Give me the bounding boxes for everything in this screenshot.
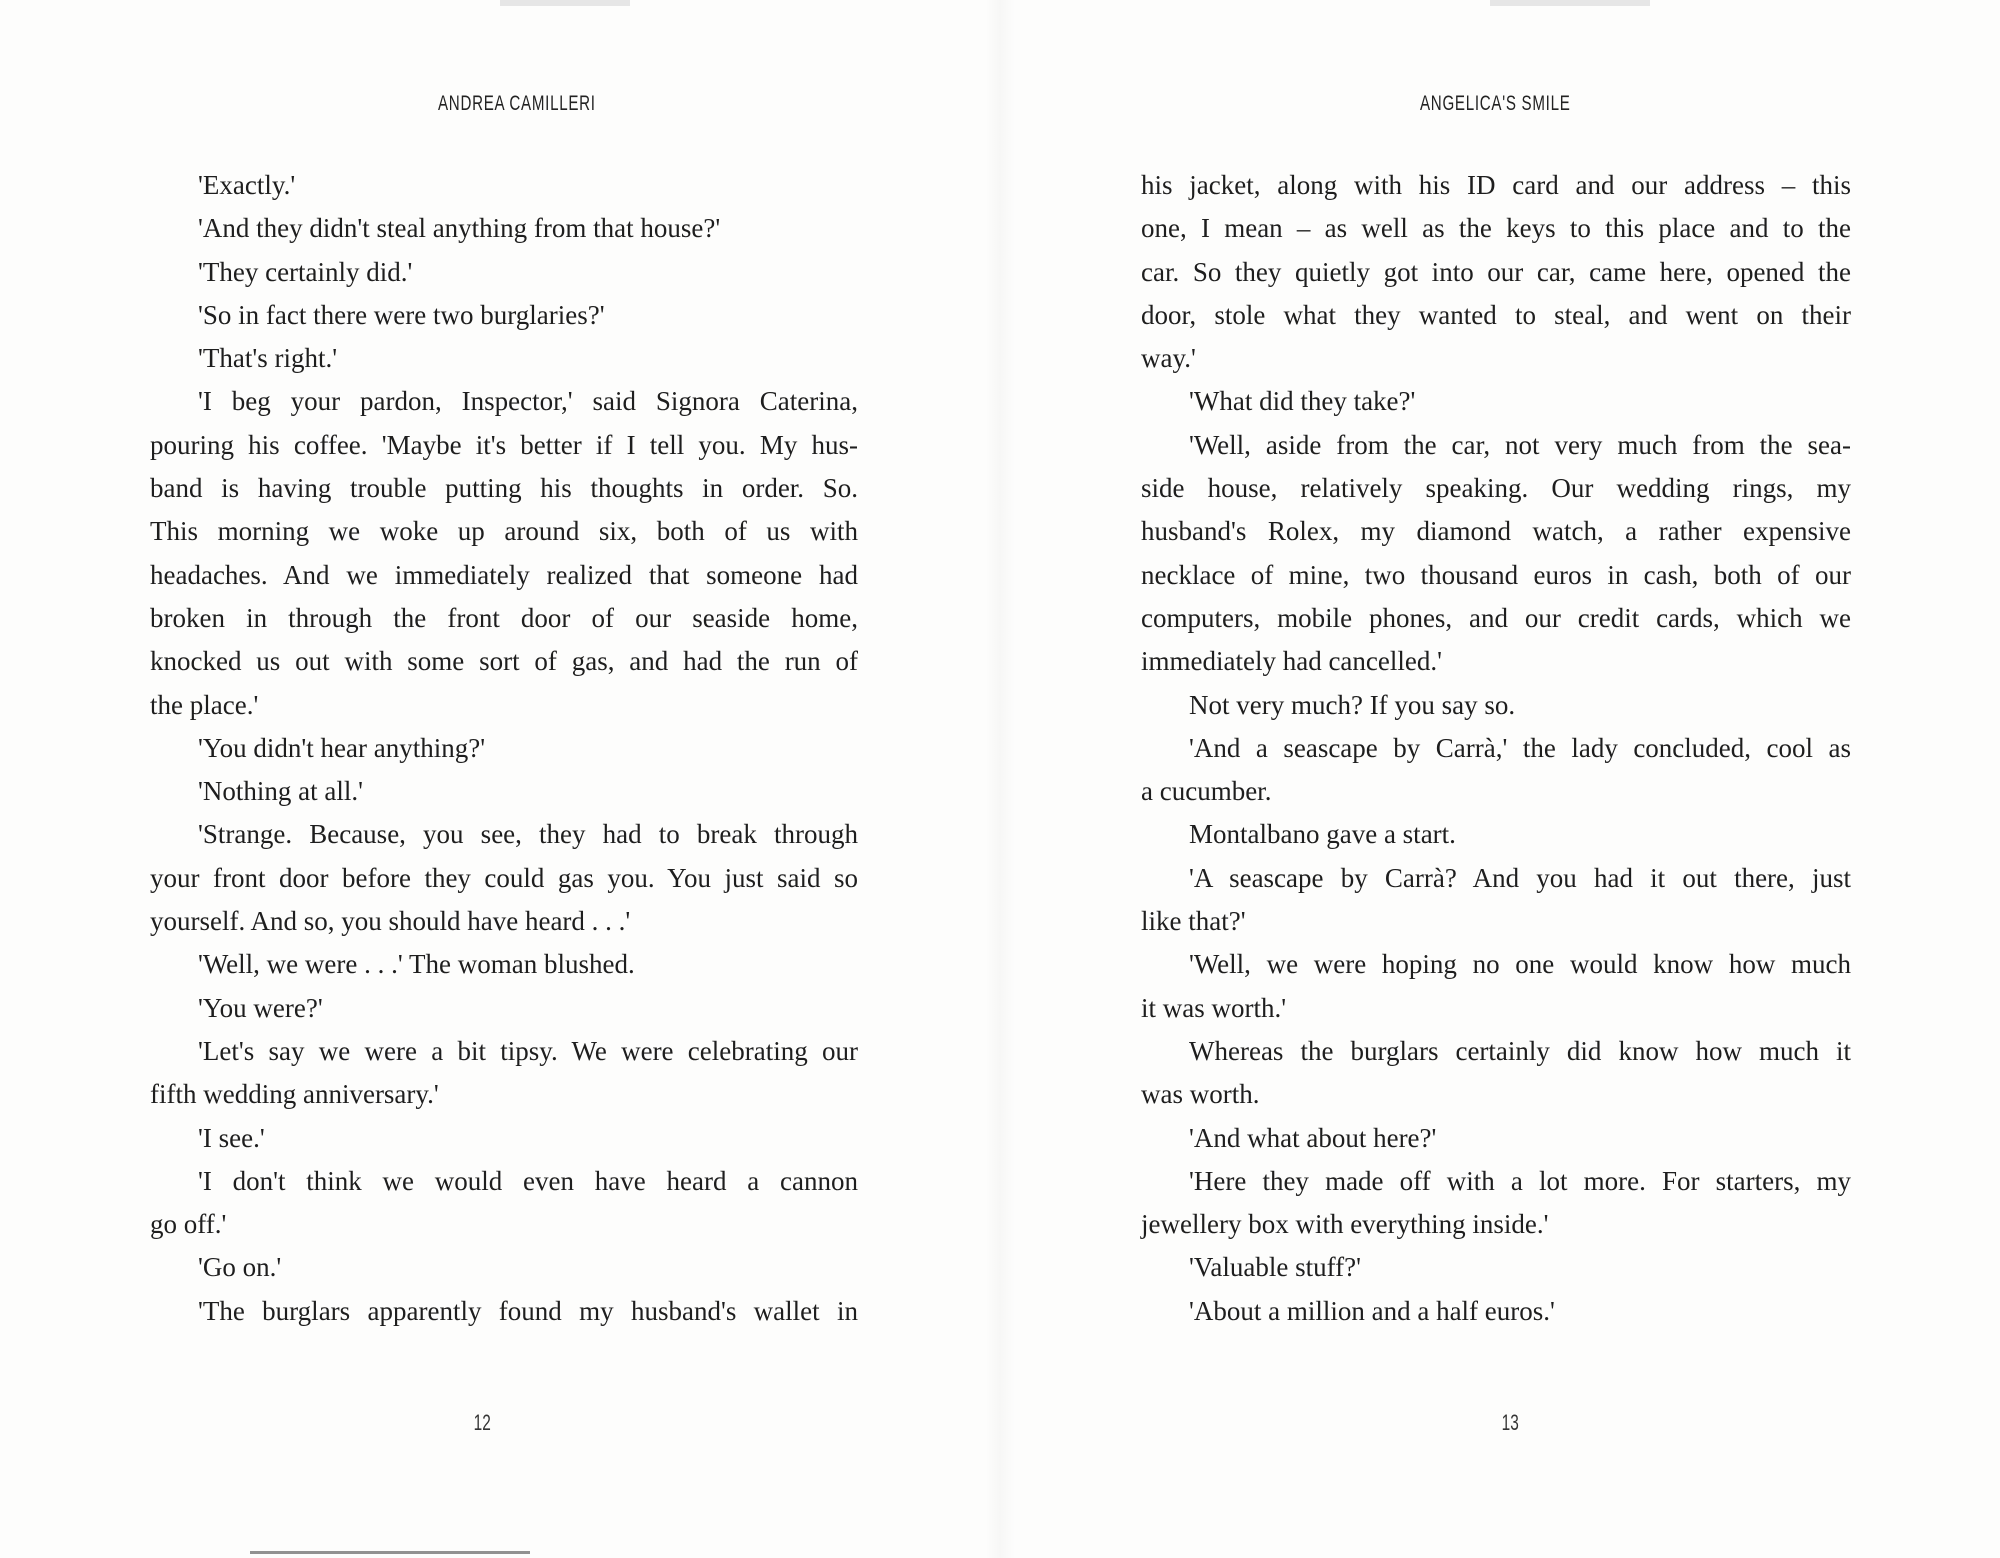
text-line: immediately had cancelled.' xyxy=(1141,646,1442,677)
text-line: 'And they didn't steal anything from that house?' xyxy=(198,213,721,244)
text-line: 'Nothing at all.' xyxy=(198,776,363,807)
text-line: 'Well, aside from the car, not very much from the sea- xyxy=(1189,429,1851,460)
text-line: 'I beg your pardon, Inspector,' said Signora Caterina, xyxy=(198,386,858,417)
text-line: husband's Rolex, my diamond watch, a rather expensive xyxy=(1141,516,1851,547)
text-line: like that?' xyxy=(1141,906,1246,937)
text-line: it was worth.' xyxy=(1141,992,1287,1023)
text-line: 'You were?' xyxy=(198,992,323,1023)
text-line: fifth wedding anniversary.' xyxy=(150,1079,439,1110)
text-line: 'About a million and a half euros.' xyxy=(1189,1295,1555,1326)
text-line: 'You didn't hear anything?' xyxy=(198,732,486,763)
text-line: car. So they quietly got into our car, came here, opened the xyxy=(1141,256,1851,287)
text-line: one, I mean – as well as the keys to this place and to the xyxy=(1141,213,1851,244)
text-line: 'Go on.' xyxy=(198,1252,282,1283)
text-line: 'Valuable stuff?' xyxy=(1189,1252,1361,1283)
text-line: broken in through the front door of our seaside home, xyxy=(150,602,858,633)
text-line: way.' xyxy=(1141,343,1196,374)
right-page xyxy=(1000,0,2000,1558)
text-line: computers, mobile phones, and our credit cards, which we xyxy=(1141,602,1851,633)
text-line: necklace of mine, two thousand euros in cash, both of our xyxy=(1141,559,1851,590)
text-line: Whereas the burglars certainly did know how much it xyxy=(1189,1035,1851,1066)
page-number-right: 13 xyxy=(1501,1410,1519,1435)
text-line: yourself. And so, you should have heard . . .' xyxy=(150,906,631,937)
text-line: 'A seascape by Carrà? And you had it out there, just xyxy=(1189,862,1851,893)
text-line: Not very much? If you say so. xyxy=(1189,689,1516,720)
text-line: door, stole what they wanted to steal, and went on their xyxy=(1141,299,1851,330)
text-line: jewellery box with everything inside.' xyxy=(1141,1209,1549,1240)
text-line: a cucumber. xyxy=(1141,776,1272,807)
text-line: the place.' xyxy=(150,689,259,720)
text-line: 'I see.' xyxy=(198,1122,265,1153)
text-line: Montalbano gave a start. xyxy=(1189,819,1456,850)
running-head-title: ANGELICA'S SMILE xyxy=(1420,92,1571,115)
text-line: 'Let's say we were a bit tipsy. We were celebrating our xyxy=(198,1035,858,1066)
text-line: 'What did they take?' xyxy=(1189,386,1416,417)
text-line: This morning we woke up around six, both of us with xyxy=(150,516,858,547)
text-line: 'So in fact there were two burglaries?' xyxy=(198,299,605,330)
text-line: side house, relatively speaking. Our wedding rings, my xyxy=(1141,473,1851,504)
text-line: knocked us out with some sort of gas, and had the run of xyxy=(150,646,858,677)
text-line: pouring his coffee. 'Maybe it's better if I tell you. My hus- xyxy=(150,429,858,460)
text-line: 'And a seascape by Carrà,' the lady concluded, cool as xyxy=(1189,732,1851,763)
page-number-left: 12 xyxy=(473,1410,491,1435)
text-line: go off.' xyxy=(150,1209,227,1240)
scan-edge-line xyxy=(250,1551,530,1554)
text-line: 'The burglars apparently found my husband's wallet in xyxy=(198,1295,858,1326)
left-page-text xyxy=(150,164,858,1333)
text-line: 'I don't think we would even have heard a cannon xyxy=(198,1165,858,1196)
text-line: 'And what about here?' xyxy=(1189,1122,1437,1153)
right-page-text xyxy=(1141,164,1851,1333)
text-line: 'Strange. Because, you see, they had to break through xyxy=(198,819,858,850)
text-line: 'Well, we were hoping no one would know how much xyxy=(1189,949,1851,980)
running-head-author: ANDREA CAMILLERI xyxy=(438,92,596,115)
text-line: headaches. And we immediately realized that someone had xyxy=(150,559,858,590)
text-line: 'Well, we were . . .' The woman blushed. xyxy=(198,949,635,980)
text-line: 'That's right.' xyxy=(198,343,338,374)
text-line: his jacket, along with his ID card and our address – this xyxy=(1141,170,1851,200)
text-line: band is having trouble putting his thoughts in order. So. xyxy=(150,473,858,504)
text-line: 'Exactly.' xyxy=(198,170,296,200)
text-line: 'Here they made off with a lot more. For starters, my xyxy=(1189,1165,1851,1196)
text-line: 'They certainly did.' xyxy=(198,256,413,287)
text-line: your front door before they could gas you. You just said so xyxy=(150,862,858,893)
text-line: was worth. xyxy=(1141,1079,1260,1110)
